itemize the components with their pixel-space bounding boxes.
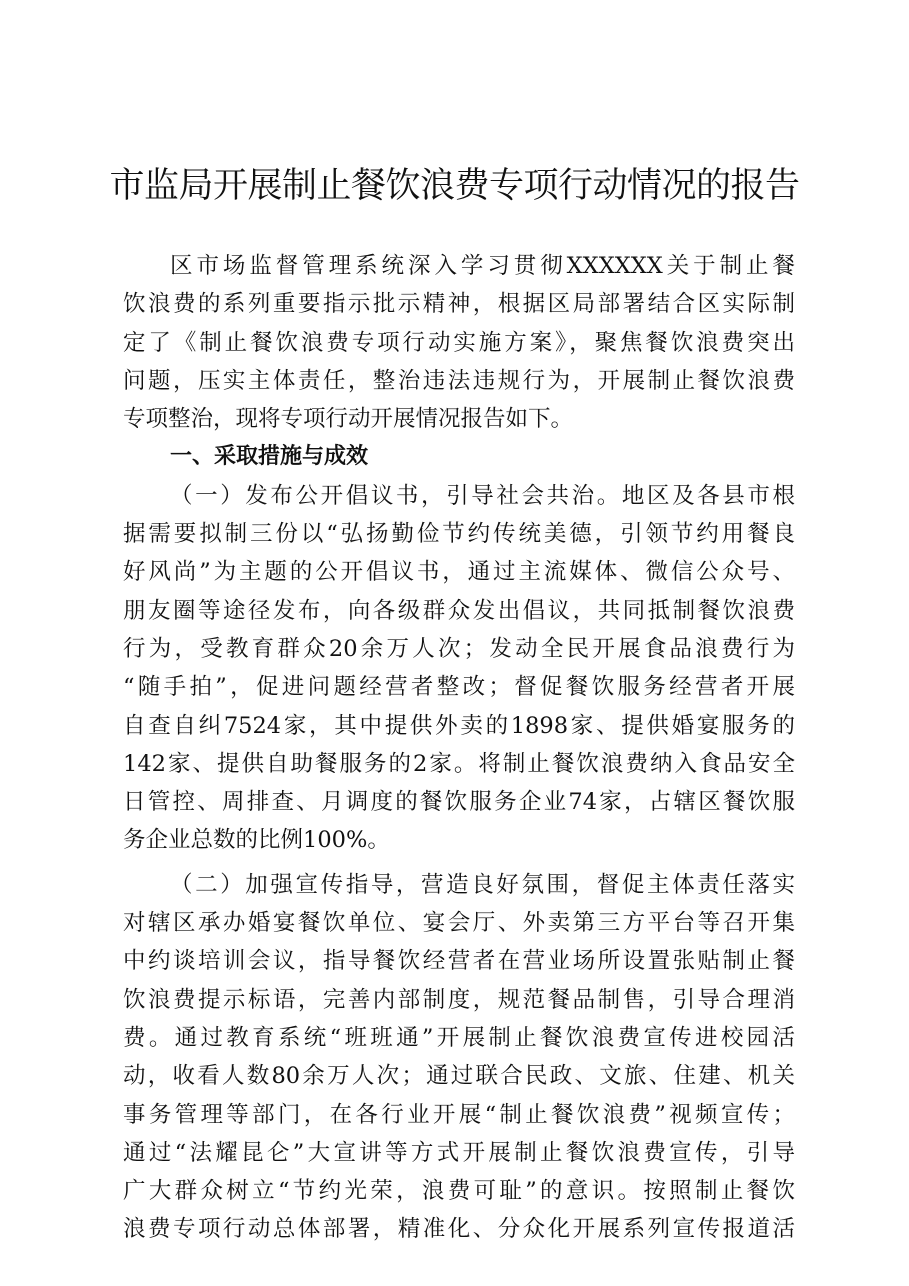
body-line: 142家、提供自助餐服务的2家。将制止餐饮浪费纳入食品安全: [123, 750, 795, 777]
body-line: 务企业总数的比例100%。: [123, 827, 390, 854]
body-line: 日管控、周排查、月调度的餐饮服务企业74家，占辖区餐饮服: [123, 789, 795, 816]
body-line: 浪费专项行动总体部署，精准化、分众化开展系列宣传报道活: [123, 1216, 795, 1243]
body-line: 事务管理等部门，在各行业开展“制止餐饮浪费”视频宣传；: [123, 1101, 795, 1128]
body-line: 中约谈培训会议，指导餐饮经营者在营业场所设置张贴制止餐: [123, 948, 795, 975]
body-line: 好风尚”为主题的公开倡议书，通过主流媒体、微信公众号、: [123, 559, 795, 586]
body-line: 朋友圈等途径发布，向各级群众发出倡议，共同抵制餐饮浪费: [123, 597, 795, 624]
body-line: 据需要拟制三份以“弘扬勤俭节约传统美德，引领节约用餐良: [123, 521, 795, 548]
body-line: “随手拍”，促进问题经营者整改；督促餐饮服务经营者开展: [123, 674, 795, 701]
body-line: （一）发布公开倡议书，引导社会共治。地区及各县市根: [170, 482, 795, 509]
document-title: 市监局开展制止餐饮浪费专项行动情况的报告: [109, 166, 800, 206]
body-line: （二）加强宣传指导，营造良好氛围，督促主体责任落实: [170, 871, 795, 898]
body-line: 通过“法耀昆仑”大宣讲等方式开展制止餐饮浪费宣传，引导: [123, 1139, 795, 1166]
body-line: 动，收看人数80余万人次；通过联合民政、文旅、住建、机关: [123, 1063, 795, 1090]
body-line: 饮浪费的系列重要指示批示精神，根据区局部署结合区实际制: [123, 291, 795, 318]
body-line: 自查自纠7524家，其中提供外卖的1898家、提供婚宴服务的: [123, 712, 795, 739]
body-line: 对辖区承办婚宴餐饮单位、宴会厅、外卖第三方平台等召开集: [123, 910, 795, 937]
document-body: [123, 247, 795, 1249]
body-line: 问题，压实主体责任，整治违法违规行为，开展制止餐饮浪费: [123, 367, 795, 394]
body-line: 定了《制止餐饮浪费专项行动实施方案》，聚焦餐饮浪费突出: [123, 329, 795, 356]
body-line: 费。通过教育系统“班班通”开展制止餐饮浪费宣传进校园活: [123, 1024, 795, 1051]
body-line: 专项整治，现将专项行动开展情况报告如下。: [123, 406, 574, 433]
body-line: 广大群众树立“节约光荣，浪费可耻”的意识。按照制止餐饮: [123, 1178, 795, 1205]
body-line: 区市场监督管理系统深入学习贯彻XXXXXX关于制止餐: [170, 253, 795, 279]
section-heading: 一、采取措施与成效: [170, 444, 369, 470]
body-line: 饮浪费提示标语，完善内部制度，规范餐品制售，引导合理消: [123, 986, 795, 1013]
body-line: 行为，受教育群众20余万人次；发动全民开展食品浪费行为: [123, 635, 795, 662]
